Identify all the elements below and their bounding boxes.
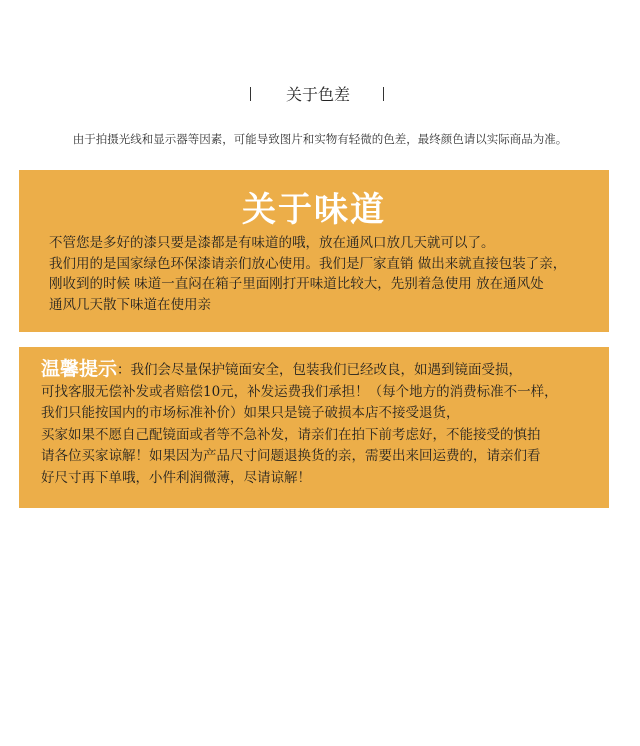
tip-panel (19, 347, 609, 508)
taste-line: 通风几天散下味道在使用亲 (49, 296, 211, 313)
title-divider-left (250, 87, 251, 101)
tip-heading: 温馨提示 (41, 358, 118, 380)
taste-line: 我们用的是国家绿色环保漆请亲们放心使用。我们是厂家直销 做出来就直接包装了亲， (49, 255, 567, 272)
tip-line: 我们只能按国内的市场标准补价）如果只是镜子破损本店不接受退货， (41, 405, 460, 421)
taste-text (49, 233, 605, 315)
tip-text (41, 359, 607, 489)
color-difference-description: 由于拍摄光线和显示器等因素，可能导致图片和实物有轻微的色差，最终颜色请以实际商品为准。 (72, 132, 568, 146)
tip-line: 好尺寸再下单哦，小件利润微薄，尽请谅解！ (41, 469, 311, 486)
taste-panel (19, 170, 609, 332)
tip-line: 可找客服无偿补发或者赔偿10元，补发运费我们承担！（每个地方的消费标准不一样， (41, 383, 558, 400)
taste-line: 不管您是多好的漆只要是漆都是有味道的哦，放在通风口放几天就可以了。 (49, 235, 495, 251)
title-divider-right (383, 87, 384, 101)
tip-line: 买家如果不愿自己配镜面或者等不急补发，请亲们在拍下前考虑好，不能接受的慎拍 (41, 426, 541, 443)
taste-title: 关于味道 (242, 190, 386, 230)
tip-line: 请各位买家谅解！如果因为产品尺寸问题退换货的亲，需要出来回运费的，请亲们看 (41, 448, 541, 464)
tip-line-text: ：我们会尽量保护镜面安全，包装我们已经改良，如遇到镜面受损， (117, 362, 523, 378)
color-difference-header (0, 78, 640, 108)
tip-line (41, 359, 607, 382)
taste-line: 刚收到的时候 味道一直闷在箱子里面刚打开味道比较大，先别着急使用 放在通风处 (49, 276, 544, 292)
color-difference-title: 关于色差 (285, 85, 350, 104)
